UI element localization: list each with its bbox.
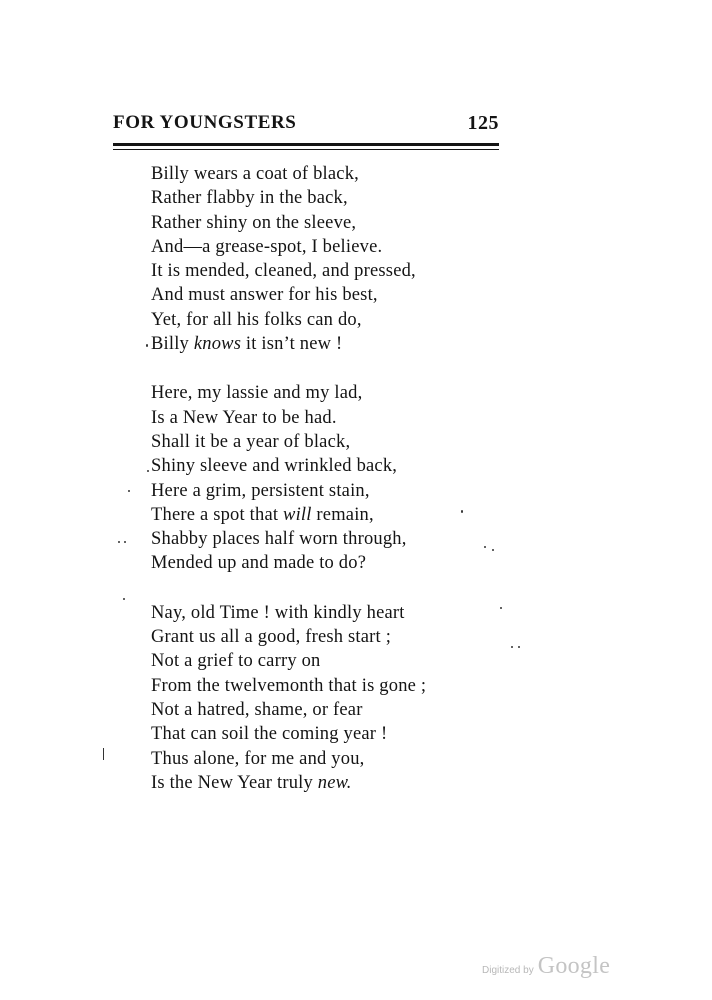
line-text: Here, my lassie and my lad, (151, 383, 363, 404)
italic-text: knows (193, 334, 242, 355)
poem-line (151, 332, 511, 356)
line-text: remain, (311, 504, 374, 525)
scan-speck (147, 470, 149, 472)
line-text: That can soil the coming year ! (151, 724, 388, 745)
line-text: it isn’t new ! (241, 334, 343, 355)
scan-speck (128, 490, 130, 492)
poem-line (151, 235, 511, 259)
poem-line (151, 551, 511, 575)
poem-line (151, 771, 511, 795)
line-text: Billy wears a coat of black, (151, 164, 359, 184)
poem-line (151, 308, 511, 332)
scan-speck (103, 748, 104, 760)
italic-text: new. (317, 772, 352, 793)
scan-speck (146, 344, 148, 347)
poem-line (151, 381, 511, 405)
poem-line (151, 454, 511, 478)
scan-speck (518, 646, 520, 648)
poem-line (151, 186, 511, 210)
poem-line (151, 674, 511, 698)
line-text: Thus alone, for me and you, (151, 748, 365, 769)
line-text: Billy (151, 334, 194, 355)
line-text: Shiny sleeve and wrinkled back, (151, 456, 398, 477)
poem-line (151, 162, 511, 186)
line-text: Not a grief to carry on (151, 651, 321, 672)
line-text: Grant us all a good, fresh start ; (151, 627, 392, 648)
poem-line (151, 406, 511, 430)
scan-speck (461, 510, 463, 513)
line-text: From the twelvemonth that is gone ; (151, 675, 427, 696)
poem-line (151, 722, 511, 746)
line-text: Not a hatred, shame, or fear (151, 699, 363, 720)
line-text: And must answer for his best, (151, 285, 378, 306)
google-logo: Google (537, 953, 611, 979)
poem-line (151, 503, 511, 527)
poem-line (151, 479, 511, 503)
line-text: Rather flabby in the back, (151, 188, 348, 209)
digitization-watermark (482, 953, 610, 980)
scan-speck (124, 541, 126, 543)
line-text: Mended up and made to do? (151, 553, 367, 574)
poem-line (151, 625, 511, 649)
scan-speck (484, 546, 486, 548)
poem-line (151, 527, 511, 551)
line-text: And—a grease-spot, I believe. (151, 236, 383, 257)
line-text: It is mended, cleaned, and pressed, (151, 261, 416, 282)
running-title: FOR YOUNGSTERS (113, 112, 297, 133)
poem (151, 162, 511, 820)
poem-line (151, 698, 511, 722)
line-text: Shabby places half worn through, (151, 529, 407, 550)
line-text: Here a grim, persistent stain, (151, 480, 370, 501)
line-text: Rather shiny on the sleeve, (151, 212, 357, 233)
poem-line (151, 283, 511, 307)
page-number: 125 (467, 112, 499, 134)
line-text: There a spot that (151, 504, 284, 525)
poem-line (151, 601, 511, 625)
italic-text: will (283, 504, 312, 525)
scan-speck (123, 598, 125, 600)
stanza (151, 381, 511, 575)
stanza (151, 601, 511, 795)
line-text: Yet, for all his folks can do, (151, 309, 362, 330)
poem-line (151, 747, 511, 771)
poem-line (151, 649, 511, 673)
poem-line (151, 430, 511, 454)
poem-line (151, 211, 511, 235)
scan-speck (492, 549, 494, 551)
page-header (113, 112, 499, 140)
line-text: Is a New Year to be had. (151, 407, 337, 428)
scan-speck (500, 607, 502, 609)
scan-speck (511, 646, 513, 648)
line-text: Is the New Year truly (151, 772, 318, 793)
scan-speck (118, 541, 120, 543)
line-text: Nay, old Time ! with kindly heart (151, 602, 405, 623)
poem-line (151, 259, 511, 283)
watermark-prefix: Digitized by (482, 965, 534, 976)
line-text: Shall it be a year of black, (151, 431, 351, 452)
header-rule-thick (113, 143, 499, 146)
header-rule-thin (113, 149, 499, 150)
stanza (151, 162, 511, 356)
